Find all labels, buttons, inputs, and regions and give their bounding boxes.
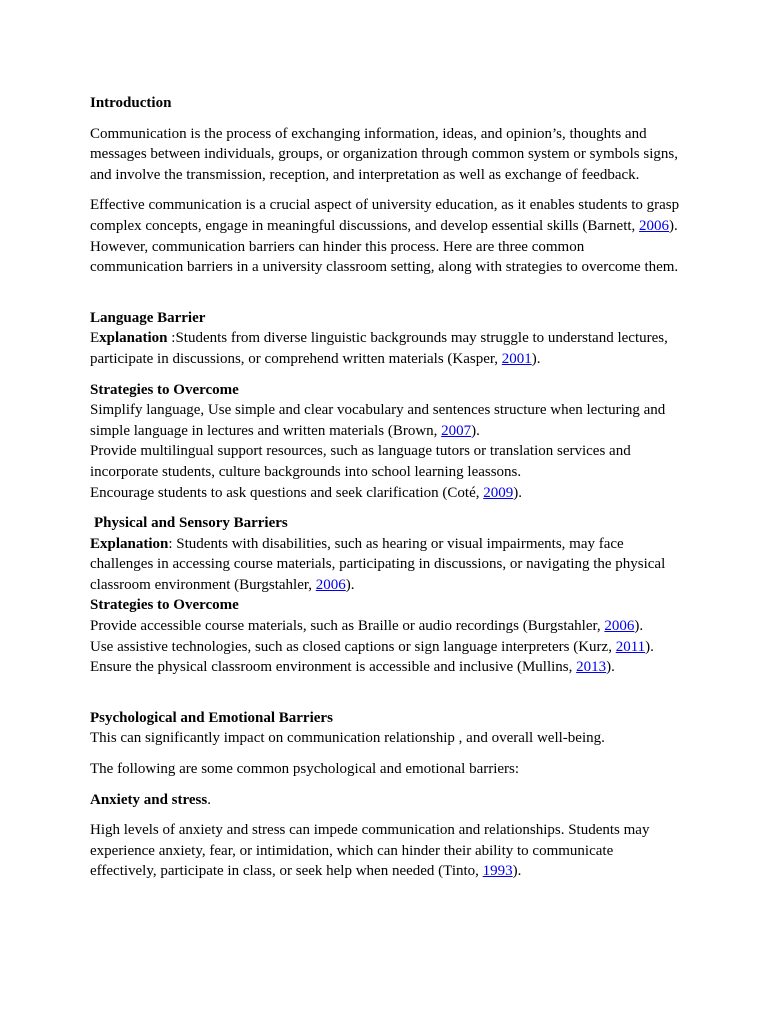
intro-heading: Introduction xyxy=(90,95,172,111)
language-strategies-heading: Strategies to Overcome xyxy=(90,381,239,398)
psych-barrier-heading: Psychological and Emotional Barriers xyxy=(90,709,333,726)
physical-barrier-heading: Physical and Sensory Barriers xyxy=(94,515,288,532)
physical-strategy-1: Provide accessible course materials, such as Braille or audio recordings (Burgstahler, 2006). xyxy=(90,618,644,635)
citation-link[interactable]: 1993 xyxy=(482,863,513,880)
anxiety-heading: Anxiety and stress. xyxy=(90,791,211,808)
language-barrier-heading: Language Barrier xyxy=(90,309,206,326)
language-explanation: Explanation :Students from diverse linguistic backgrounds may struggle to understand lectures, participate in discussions, or comprehend written materials (Kasper, 2001). xyxy=(90,330,668,367)
physical-strategy-3: Ensure the physical classroom environment is accessible and inclusive (Mullins, 2013). xyxy=(90,659,615,676)
citation-link[interactable]: 2001 xyxy=(501,350,532,367)
language-strategy-1: Simplify language, Use simple and clear vocabulary and sentences structure when lecturing and simple language in lectures and written materials (Brown, 2007). xyxy=(90,402,666,439)
intro-paragraph-1: Communication is the process of exchanging information, ideas, and opinion’s, thoughts and messages between individuals, groups, or organization through common system or symbols signs, and involve the transmission, reception, and interpretation as well as exchange of feedback. xyxy=(90,125,678,183)
physical-strategies-heading: Strategies to Overcome xyxy=(90,597,239,614)
citation-link[interactable]: 2006 xyxy=(639,217,670,234)
citation-link[interactable]: 2009 xyxy=(483,484,514,501)
citation-link[interactable]: 2006 xyxy=(604,618,635,635)
language-strategy-2: Provide multilingual support resources, such as language tutors or translation services and incorporate students, culture backgrounds into school learning leassons. xyxy=(90,443,631,480)
citation-link[interactable]: 2011 xyxy=(615,638,646,655)
language-strategy-3: Encourage students to ask questions and seek clarification (Coté, 2009). xyxy=(90,484,522,501)
document-page xyxy=(90,93,680,882)
citation-link[interactable]: 2013 xyxy=(576,659,607,676)
citation-link[interactable]: 2006 xyxy=(315,576,346,593)
intro-paragraph-2: Effective communication is a crucial aspect of university education, as it enables students to grasp complex concepts, engage in meaningful discussions, and develop essential skills (Barnett, 2006). However, communication barriers can hinder this process. Here are three common communication barriers in a university classroom setting, along with strategies to overcome them. xyxy=(90,197,680,276)
physical-strategy-2: Use assistive technologies, such as closed captions or sign language interpreters (Kurz, 2011). xyxy=(90,638,654,655)
psych-paragraph-2: The following are some common psychological and emotional barriers: xyxy=(90,761,520,778)
anxiety-paragraph: High levels of anxiety and stress can impede communication and relationships. Students may experience anxiety, fear, or intimidation, which can hinder their ability to communicate effectively, participate in class, or seek help when needed (Tinto, 1993). xyxy=(90,822,650,880)
citation-link[interactable]: 2007 xyxy=(441,422,472,439)
psych-paragraph-1: This can significantly impact on communication relationship , and overall well-being. xyxy=(90,730,605,747)
physical-explanation: Explanation: Students with disabilities, such as hearing or visual impairments, may face challenges in accessing course materials, participating in discussions, or navigating the physical classroom environment (Burgstahler, 2006). xyxy=(90,535,666,593)
